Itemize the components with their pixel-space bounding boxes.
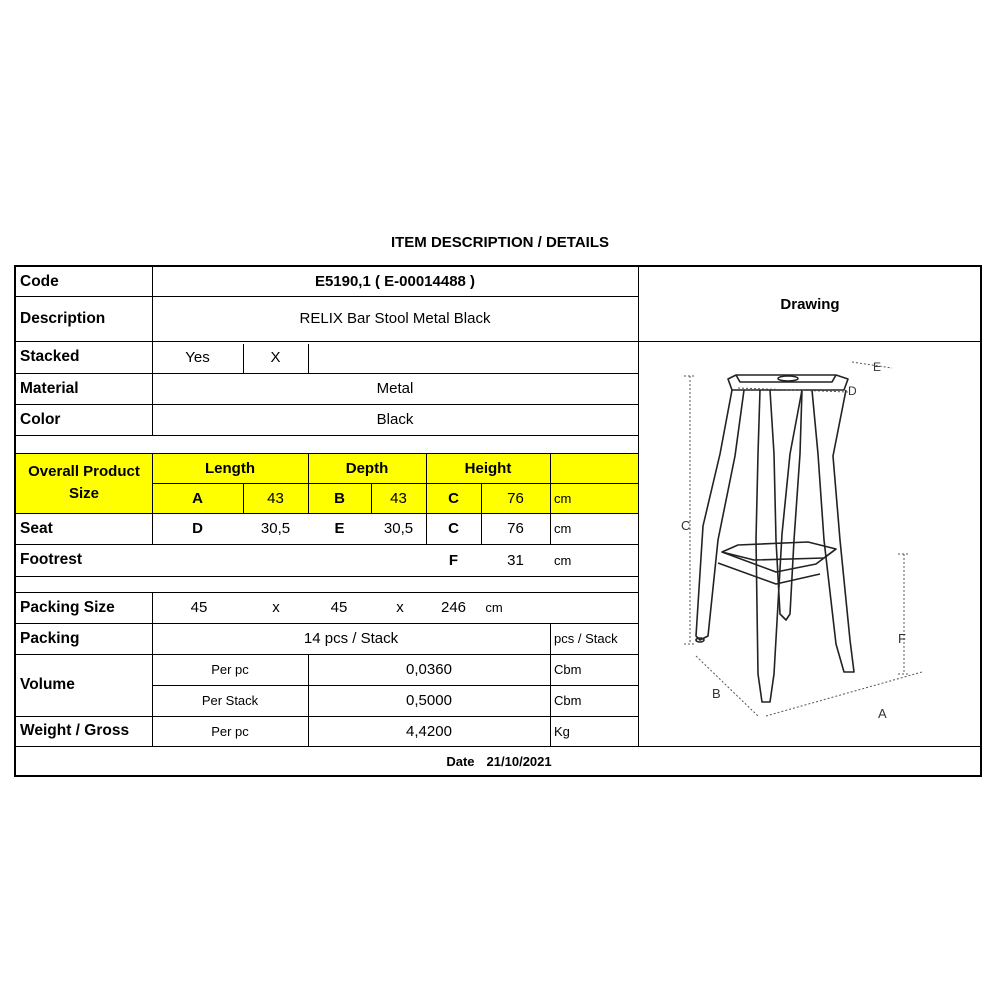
seat-e-value: 30,5: [383, 520, 414, 537]
height-header: Height: [464, 459, 512, 477]
volume-label: Volume: [20, 676, 75, 693]
drawing-dim-d: D: [848, 384, 857, 398]
packing-size-width: 45: [330, 599, 348, 616]
page-title: ITEM DESCRIPTION / DETAILS: [390, 234, 610, 251]
description-label: Description: [20, 309, 106, 327]
seat-e: E: [334, 520, 345, 537]
dim-a: A: [192, 489, 203, 507]
packing-value: 14 pcs / Stack: [303, 630, 399, 647]
length-header: Length: [205, 459, 255, 477]
depth-header: Depth: [345, 459, 389, 477]
packing-size-height: 246: [440, 599, 467, 616]
volume-per-stack-label: Per Stack: [201, 693, 259, 708]
footrest-f: F: [448, 551, 459, 569]
packing-unit: pcs / Stack: [554, 631, 618, 646]
seat-d-value: 30,5: [260, 520, 291, 537]
seat-d: D: [192, 520, 203, 537]
seat-unit: cm: [554, 521, 572, 536]
volume-per-pc-value: 0,0360: [406, 661, 452, 678]
drawing-panel: [640, 344, 980, 748]
description-value: RELIX Bar Stool Metal Black: [299, 310, 491, 327]
volume-per-pc-label: Per pc: [211, 662, 249, 677]
code-label: Code: [20, 272, 59, 290]
dim-a-value: 43: [267, 489, 284, 507]
stacked-yes: Yes: [185, 348, 210, 366]
material-label: Material: [20, 379, 79, 397]
drawing-dim-a: A: [878, 706, 887, 721]
volume-per-pc-unit: Cbm: [554, 662, 582, 677]
date-row: [16, 746, 982, 777]
dim-b: B: [334, 489, 345, 507]
dim-c: C: [448, 489, 459, 507]
volume-per-stack-value: 0,5000: [406, 692, 452, 709]
stool-drawing: [640, 344, 980, 748]
spec-sheet: [14, 265, 982, 777]
drawing-label: Drawing: [780, 295, 840, 313]
drawing-dim-e: E: [873, 360, 882, 374]
overall-size-label: [16, 453, 152, 513]
date-value: 21/10/2021: [486, 754, 552, 769]
packing-size-x2: x: [396, 599, 404, 616]
footrest-f-value: 31: [507, 551, 524, 569]
date-label: Date: [446, 754, 475, 769]
weight-per-pc-label: Per pc: [211, 723, 249, 739]
seat-c-value: 76: [507, 520, 524, 537]
seat-c: C: [448, 520, 459, 537]
drawing-dim-b: B: [712, 686, 721, 701]
packing-size-length: 45: [190, 599, 208, 616]
packing-size-x1: x: [272, 599, 280, 616]
volume-per-stack-unit: Cbm: [554, 693, 582, 708]
stacked-label: Stacked: [20, 348, 80, 365]
code-value: E5190,1 ( E-00014488 ): [314, 273, 476, 290]
dim-c-value: 76: [507, 489, 524, 507]
weight-value: 4,4200: [406, 722, 452, 740]
overall-size-label-text: Overall Product Size: [28, 463, 140, 502]
drawing-dim-f: F: [898, 631, 906, 646]
footrest-label: Footrest: [20, 551, 82, 568]
stacked-mark: X: [270, 348, 281, 366]
dim-b-value: 43: [390, 489, 407, 507]
material-value: Metal: [376, 380, 414, 397]
packing-size-unit: cm: [485, 600, 503, 615]
packing-label: Packing: [20, 629, 80, 647]
packing-size-label: Packing Size: [20, 598, 115, 616]
color-label: Color: [20, 410, 61, 428]
color-value: Black: [376, 411, 414, 428]
seat-label: Seat: [20, 519, 53, 537]
weight-unit: Kg: [554, 723, 570, 739]
footrest-unit: cm: [554, 552, 572, 568]
weight-label: Weight / Gross: [20, 722, 130, 739]
overall-unit: cm: [554, 490, 572, 506]
drawing-dim-c: C: [681, 518, 691, 533]
